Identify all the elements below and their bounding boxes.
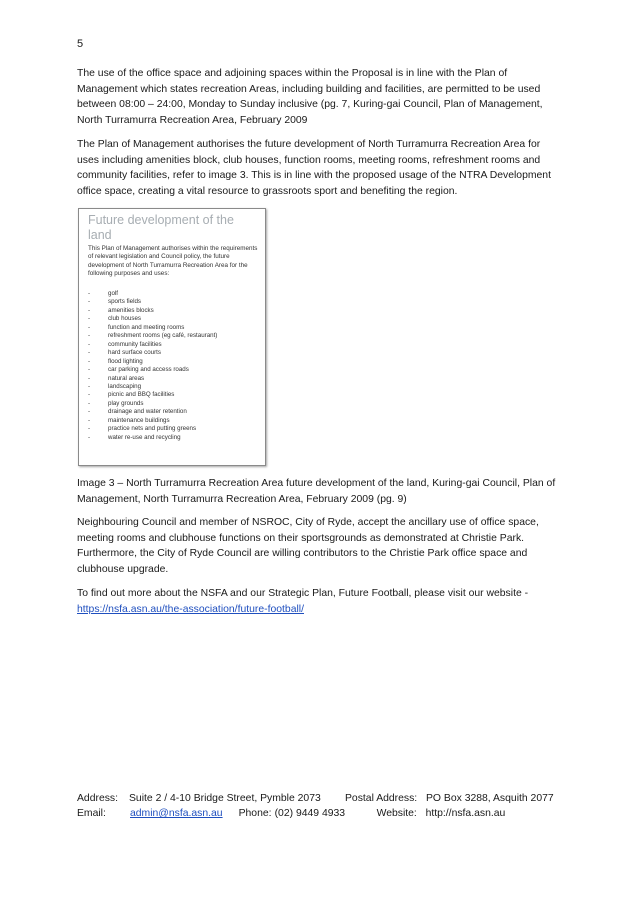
figure-list-item	[88, 400, 260, 408]
website-value: http://nsfa.asn.au	[425, 808, 506, 819]
list-dash-marker: -	[88, 374, 91, 382]
list-item-text: club houses	[108, 315, 142, 323]
paragraph-website	[77, 586, 565, 617]
future-football-link[interactable]: https://nsfa.asn.au/the-association/future-football/	[77, 603, 304, 615]
list-item-text: golf	[108, 290, 118, 297]
figure-list-item	[88, 417, 260, 425]
list-dash-marker: -	[88, 349, 91, 357]
list-dash-marker: -	[88, 366, 91, 374]
figure-list-item	[88, 332, 260, 340]
list-dash-marker: -	[88, 408, 91, 416]
list-item-text: sports fields	[108, 298, 142, 306]
figure-list-item	[88, 375, 260, 383]
list-dash-marker: -	[88, 323, 91, 331]
figure-list-item	[88, 307, 260, 315]
list-dash-marker: -	[88, 298, 91, 306]
phone-label: Phone:	[238, 808, 272, 819]
paragraph-plan-of-management-hours: The use of the office space and adjoining spaces within the Proposal is in line with the Plan of Management which states recreation Areas, including building and facilities, are permitted to be used between 08:00 – 24:00, Monday to Sunday inclusive (pg. 7, Kuring-gai Council, Plan of Management, North Turramurra Recreation Area, February 2009	[77, 68, 543, 126]
figure-list-item	[88, 324, 260, 332]
list-item-text: hard surface courts	[108, 349, 161, 357]
figure-uses-list	[88, 290, 260, 442]
paragraph-city-of-ryde: Neighbouring Council and member of NSROC, City of Ryde, accept the ancillary use of office space, meeting rooms and clubhouse functions on their sportsgrounds as demonstrated at Christie Park. Furthermore, the City of Ryde Council are willing contributors to the Christie Park office space and clubhouse upgrade.	[77, 517, 539, 575]
list-item-text: flood lighting	[108, 357, 143, 365]
footer-address-row	[77, 791, 554, 806]
figure-list-item	[88, 358, 260, 366]
image-3-figure	[78, 208, 266, 466]
list-dash-marker: -	[88, 306, 91, 314]
figure-list-item	[88, 383, 260, 391]
address-label: Address:	[77, 793, 119, 804]
email-label: Email:	[77, 808, 106, 819]
list-dash-marker: -	[88, 382, 91, 390]
phone-value: (02) 9449 4933	[274, 808, 346, 819]
postal-address-label: Postal Address:	[345, 793, 418, 804]
list-item-text: play grounds	[108, 399, 144, 407]
list-item-text: community facilities	[108, 340, 162, 348]
figure-intro-text: This Plan of Management authorises within the requirements of relevant legislation and Council policy, the future development of North Turramurra Recreation Area for the following purposes and uses:	[88, 245, 258, 278]
list-item-text: amenities blocks	[108, 306, 154, 314]
figure-list-item	[88, 366, 260, 374]
figure-list-item	[88, 290, 260, 298]
list-item-text: water re-use and recycling	[108, 433, 181, 441]
website-label: Website:	[376, 808, 417, 819]
list-dash-marker: -	[88, 425, 91, 433]
list-item-text: drainage and water retention	[108, 408, 187, 416]
figure-list-item	[88, 434, 260, 442]
figure-list-item	[88, 408, 260, 416]
list-dash-marker: -	[88, 332, 91, 340]
address-value: Suite 2 / 4-10 Bridge Street, Pymble 2073	[129, 793, 321, 804]
figure-heading: Future development of the land	[88, 213, 234, 242]
figure-list-item	[88, 298, 260, 306]
list-dash-marker: -	[88, 399, 91, 407]
list-item-text: natural areas	[108, 374, 145, 382]
list-item-text: car parking and access roads	[108, 366, 189, 374]
list-dash-marker: -	[88, 315, 91, 323]
figure-list-item	[88, 391, 260, 399]
page-number: 5	[77, 38, 84, 50]
list-item-text: picnic and BBQ facilities	[108, 391, 175, 399]
email-link[interactable]: admin@nsfa.asn.au	[130, 808, 223, 819]
list-dash-marker: -	[88, 290, 91, 297]
list-item-text: landscaping	[108, 382, 142, 390]
list-item-text: function and meeting rooms	[108, 323, 185, 331]
list-item-text: practice nets and putting greens	[108, 425, 197, 433]
list-dash-marker: -	[88, 357, 91, 365]
list-dash-marker: -	[88, 433, 91, 441]
figure-list-item	[88, 349, 260, 357]
footer-contact-row	[77, 806, 505, 821]
image-3-caption: Image 3 – North Turramurra Recreation Area future development of the land, Kuring-gai Council, Plan of Management, North Turramurra Recreation Area, February 2009 (pg. 9)	[77, 478, 556, 505]
list-dash-marker: -	[88, 340, 91, 348]
figure-list-item	[88, 425, 260, 433]
postal-address-value: PO Box 3288, Asquith 2077	[426, 793, 554, 804]
paragraph-future-development: The Plan of Management authorises the future development of North Turramurra Recreation Area for uses including amenities block, club houses, function rooms, meeting rooms, refreshment rooms and community facilities, refer to image 3. This is in line with the proposed usage of the NTRA Development office space, creating a vital resource to grassroots sport and benefiting the region.	[77, 139, 551, 197]
figure-list-item	[88, 315, 260, 323]
website-intro-text: To find out more about the NSFA and our Strategic Plan, Future Football, please visit our website -	[77, 588, 529, 599]
list-item-text: refreshment rooms (eg café, restaurant)	[108, 332, 218, 340]
list-item-text: maintenance buildings	[108, 416, 170, 424]
list-dash-marker: -	[88, 391, 91, 399]
figure-list-item	[88, 341, 260, 349]
list-dash-marker: -	[88, 416, 91, 424]
